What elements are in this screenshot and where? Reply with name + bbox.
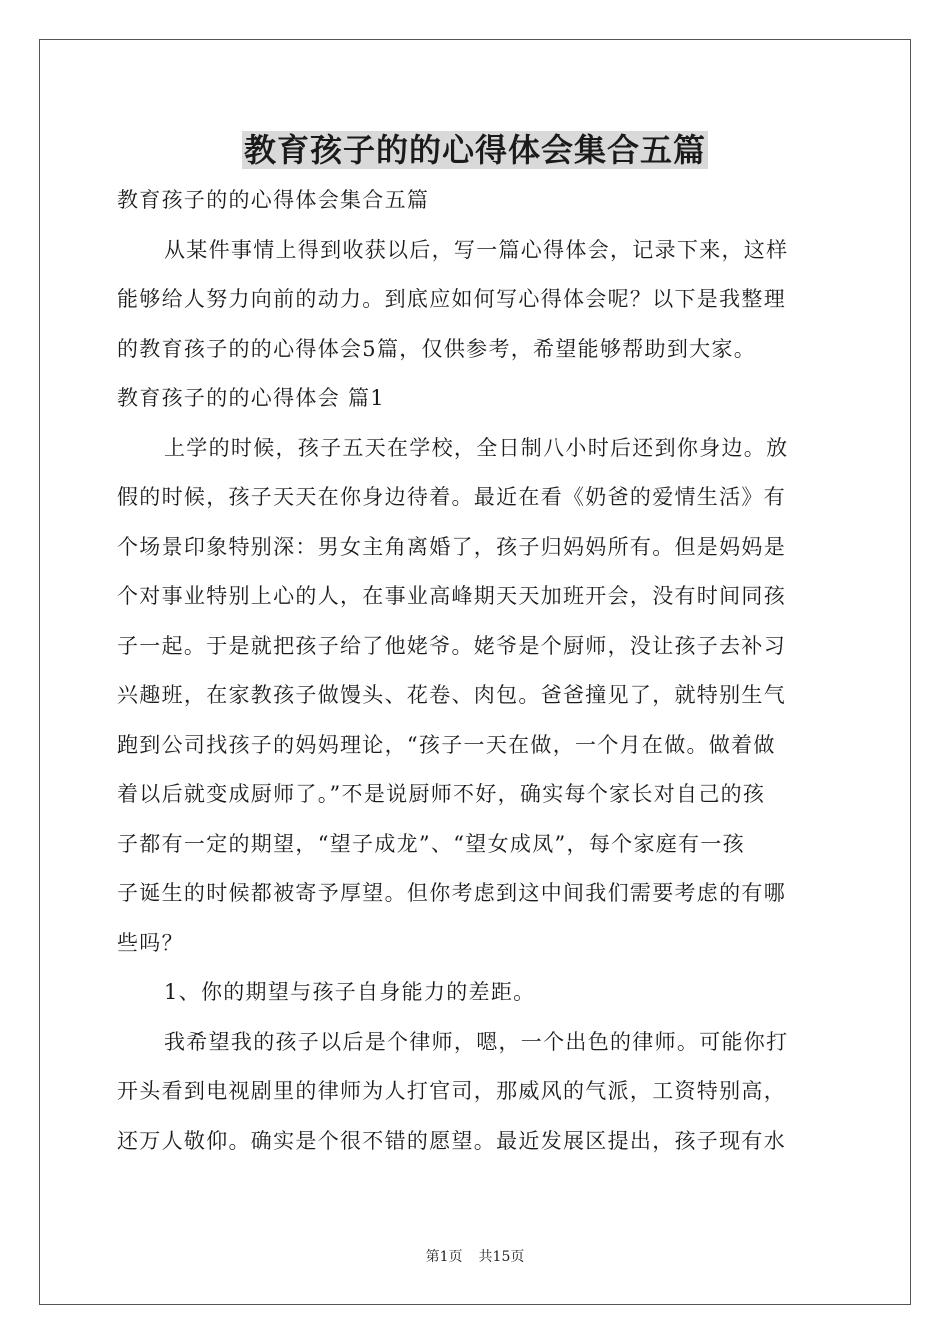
page-footer: [0, 1248, 950, 1266]
paragraph-line: 我希望我的孩子以后是个律师，嗯，一个出色的律师。可能你打: [164, 1029, 789, 1054]
paragraph-line: 的教育孩子的的心得体会5篇，仅供参考，希望能够帮助到大家。: [117, 336, 757, 361]
paragraph-line: 兴趣班，在家教孩子做馒头、花卷、肉包。爸爸撞见了，就特别生气: [117, 683, 786, 707]
paragraph-line: 开头看到电视剧里的律师为人打官司，那威风的气派，工资特别高，: [117, 1079, 786, 1103]
paragraph-line: 上学的时候，孩子五天在学校，全日制八小时后还到你身边。放: [164, 435, 789, 460]
page-total: 共15页: [478, 1249, 525, 1265]
paragraph-line: 假的时候，孩子天天在你身边待着。最近在看《奶爸的爱情生活》有: [117, 485, 786, 509]
paragraph-line: 个场景印象特别深：男女主角离婚了，孩子归妈妈所有。但是妈妈是: [117, 534, 786, 559]
paragraph-line: 子诞生的时候都被寄予厚望。但你考虑到这中间我们需要考虑的有哪: [117, 881, 786, 905]
section-heading: 教育孩子的的心得体会 篇1: [117, 386, 385, 410]
paragraph-line: 还万人敬仰。确实是个很不错的愿望。最近发展区提出，孩子现有水: [117, 1128, 786, 1153]
paragraph-line: 子一起。于是就把孩子给了他姥爷。姥爷是个厨师，没让孩子去补习: [117, 633, 786, 658]
paragraph-line: 跑到公司找孩子的妈妈理论，“孩子一天在做，一个月在做。做着做: [117, 732, 776, 757]
paragraph-line: 从某件事情上得到收获以后，写一篇心得体会，记录下来，这样: [164, 237, 789, 262]
paragraph-line: 个对事业特别上心的人，在事业高峰期天天加班开会，没有时间同孩: [117, 584, 786, 608]
list-item-line: 1、你的期望与孩子自身能力的差距。: [164, 980, 536, 1004]
document-body: [117, 176, 833, 1166]
paragraph-line: 着以后就变成厨师了。”不是说厨师不好，确实每个家长对自己的孩: [117, 782, 766, 806]
paragraph-line: 能够给人努力向前的动力。到底应如何写心得体会呢？以下是我整理: [117, 287, 786, 311]
paragraph-line: 些吗？: [117, 930, 184, 955]
document-title-text: 教育孩子的的心得体会集合五篇: [243, 131, 706, 169]
document-title: [0, 128, 950, 172]
subtitle-line: 教育孩子的的心得体会集合五篇: [117, 188, 430, 212]
paragraph-line: 子都有一定的期望，“望子成龙”、“望女成凤”，每个家庭有一孩: [117, 831, 745, 856]
page-number: 第1页: [425, 1249, 463, 1265]
